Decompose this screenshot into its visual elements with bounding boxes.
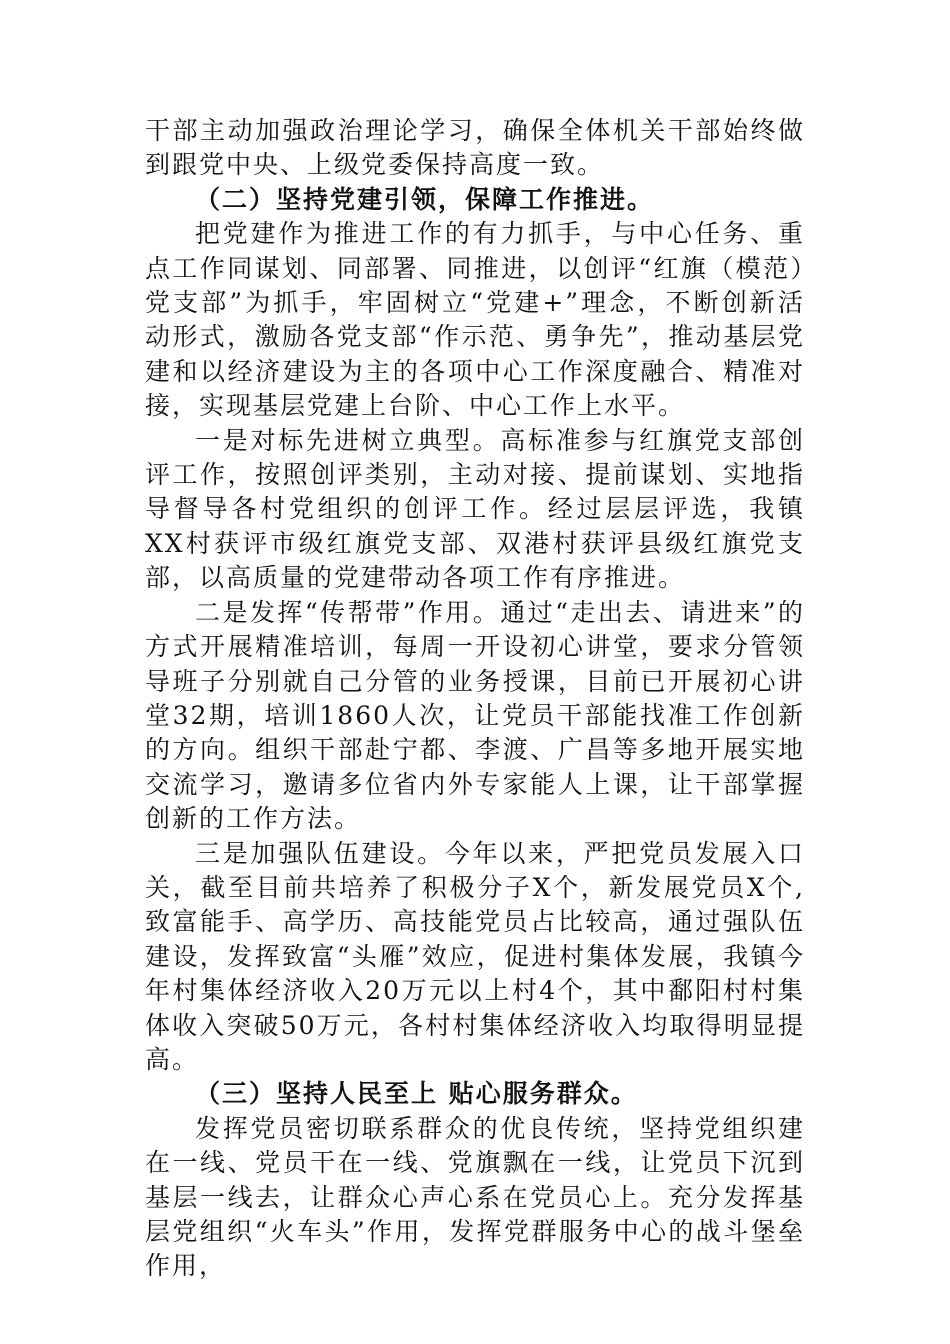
section-heading-2: （二）坚持党建引领，保障工作推进。 <box>195 184 655 214</box>
paragraph: 发挥党员密切联系群众的优良传统，坚持党组织建在一线、党员干在一线、党旗飘在一线，让党员下沉到基层一线去，让群众心声心系在党员心上。充分发挥基层党组织“火车头”作用，发挥党群服务中心的战斗堡垒作用， <box>145 1113 805 1281</box>
paragraph-continued: 干部主动加强政治理论学习，确保全体机关干部始终做到跟党中央、上级党委保持高度一致。 <box>145 116 805 180</box>
paragraph: 二是发挥“传帮带”作用。通过“走出去、请进来”的方式开展精准培训，每周一开设初心讲堂，要求分管领导班子分别就自己分管的业务授课，目前已开展初心讲堂32期，培训1860人次，让党员干部能找准工作创新的方向。组织干部赴宁都、李渡、广昌等多地开展实地交流学习，邀请多位省内外专家能人上课，让干部掌握创新的工作方法。 <box>145 597 805 834</box>
paragraph: 把党建作为推进工作的有力抓手，与中心任务、重点工作同谋划、同部署、同推进，以创评“红旗（模范）党支部”为抓手，牢固树立“党建+”理念，不断创新活动形式，激励各党支部“作示范、勇争先”，推动基层党建和以经济建设为主的各项中心工作深度融合、精准对接，实现基层党建上台阶、中心工作上水平。 <box>145 219 805 421</box>
section-heading-3: （三）坚持人民至上 贴心服务群众。 <box>195 1079 638 1109</box>
paragraph: 一是对标先进树立典型。高标准参与红旗党支部创评工作，按照创评类别，主动对接、提前谋划、实地指导督导各村党组织的创评工作。经过层层评选，我镇XX村获评市级红旗党支部、双港村获评县级红旗党支部，以高质量的党建带动各项工作有序推进。 <box>145 425 805 593</box>
paragraph: 三是加强队伍建设。今年以来，严把党员发展入口关，截至目前共培养了积极分子X个，新发展党员X个,致富能手、高学历、高技能党员占比较高，通过强队伍建设，发挥致富“头雁”效应，促进村集体发展，我镇今年村集体经济收入20万元以上村4个，其中鄱阳村村集体收入突破50万元，各村村集体经济收入均取得明显提高。 <box>145 838 805 1074</box>
document-body <box>145 114 805 1284</box>
